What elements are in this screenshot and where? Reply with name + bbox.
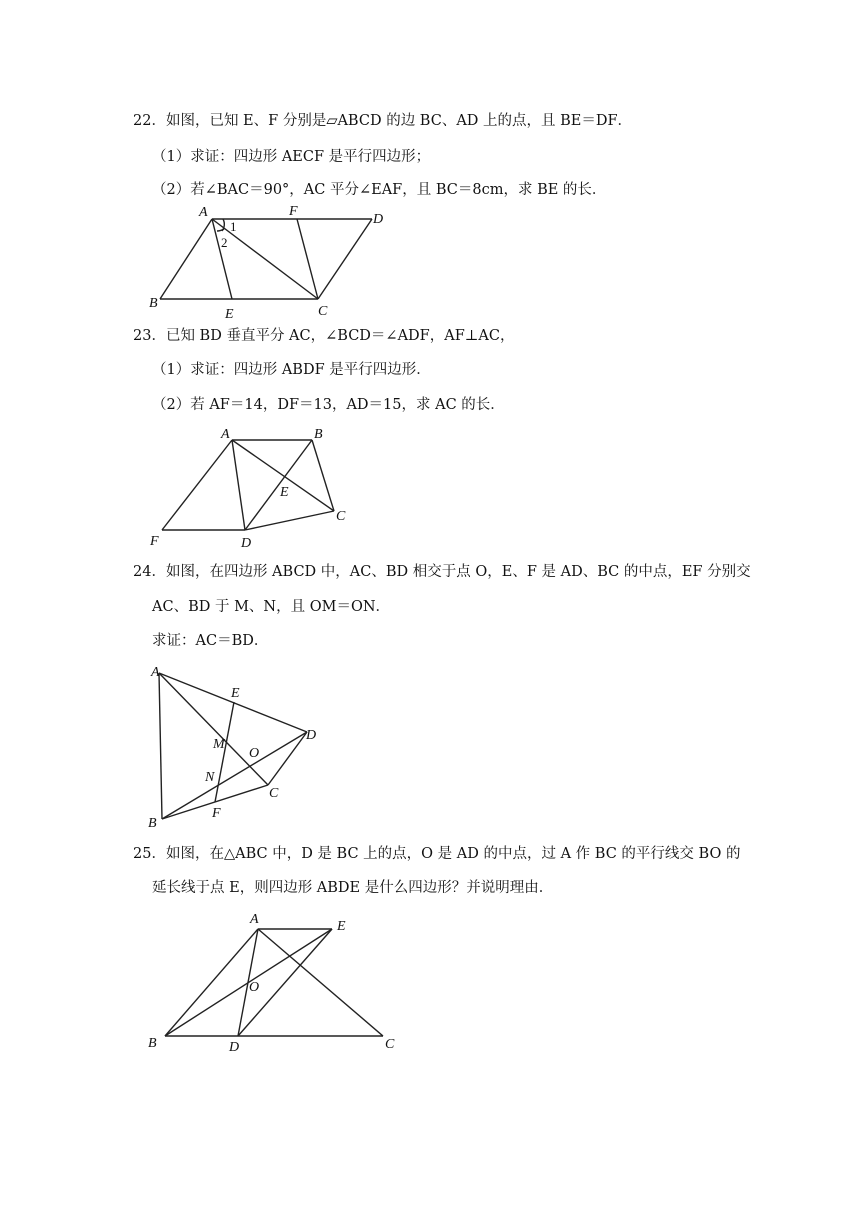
problem-24-statement: 24．如图，在四边形 ABCD 中，AC、BD 相交于点 O，E、F 是 AD、BC 的中点，EF 分别交 [133,564,751,580]
problem-22-part-2: （2）若∠BAC＝90°，AC 平分∠EAF，且 BC＝8cm，求 BE 的长． [152,182,607,198]
label-d: D [241,536,252,551]
problem-22-part-1: （1）求证：四边形 AECF 是平行四边形； [152,149,431,165]
label-d: D [373,212,384,227]
problem-25-statement-cont: 延长线于点 E，则四边形 ABDE 是什么四边形？并说明理由． [152,880,554,896]
problem-23-statement: 23．已知 BD 垂直平分 AC，∠BCD＝∠ADF，AF⊥AC， [133,328,515,344]
label-angle-1: 1 [230,219,237,234]
label-o: O [249,980,260,995]
label-f: F [289,204,298,219]
label-o: O [249,746,260,761]
label-b: B [314,427,323,442]
label-c: C [269,786,279,801]
problem-24-statement-cont: AC、BD 于 M、N，且 OM＝ON． [152,599,391,615]
label-d: D [306,728,317,743]
label-f: F [150,534,159,549]
problem-24-prove: 求证：AC＝BD． [152,633,269,649]
label-a: A [151,665,160,680]
label-a: A [199,205,208,220]
label-a: A [221,427,230,442]
problem-23-part-1: （1）求证：四边形 ABDF 是平行四边形． [152,362,431,378]
label-m: M [213,737,225,752]
label-c: C [318,304,328,319]
label-e: E [231,686,240,701]
label-n: N [205,770,215,785]
label-b: B [148,1036,157,1051]
label-e: E [225,307,234,322]
label-b: B [149,296,158,311]
label-d: D [229,1040,240,1055]
label-c: C [336,509,346,524]
label-b: B [148,816,157,831]
problem-23-part-2: （2）若 AF＝14，DF＝13，AD＝15，求 AC 的长． [152,397,505,413]
label-a: A [250,912,259,927]
problem-25-statement: 25．如图，在△ABC 中，D 是 BC 上的点，O 是 AD 的中点，过 A 作 BC 的平行线交 BO 的 [133,846,741,862]
label-e: E [280,485,289,500]
label-e: E [337,919,346,934]
label-c: C [385,1037,395,1052]
problem-22-statement: 22．如图，已知 E、F 分别是▱ABCD 的边 BC、AD 上的点，且 BE＝DF． [133,113,633,129]
label-f: F [212,806,221,821]
label-angle-2: 2 [221,235,228,250]
